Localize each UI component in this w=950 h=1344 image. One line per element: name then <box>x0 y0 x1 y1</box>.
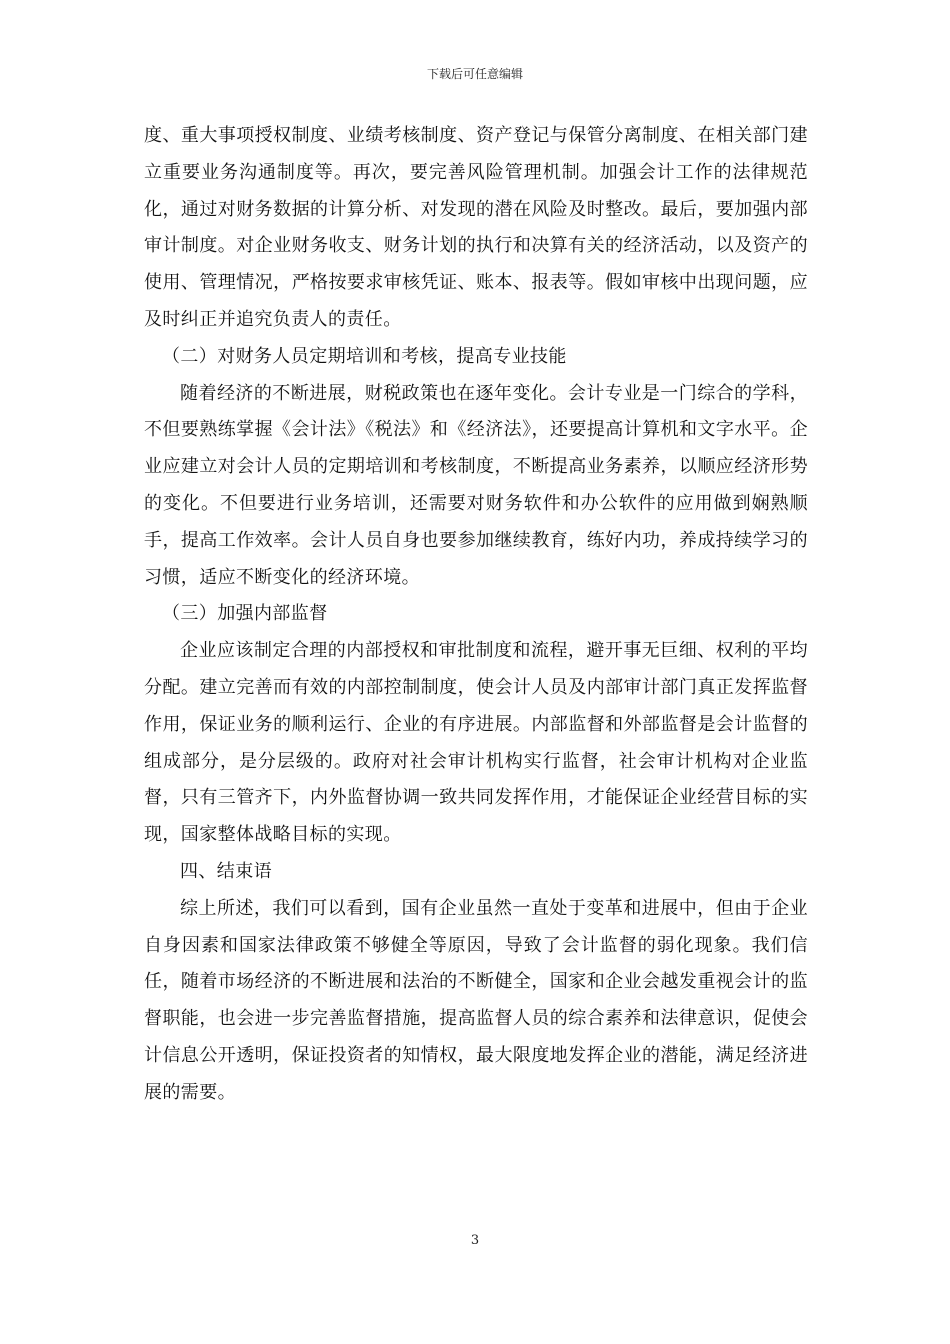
document-body <box>144 118 808 1112</box>
paragraph-conclusion: 综上所述，我们可以看到，国有企业虽然一直处于变革和进展中，但由于企业自身因素和国家法律政策不够健全等原因，导致了会计监督的弱化现象。我们信任，随着市场经济的不断进展和法治的不断健全，国家和企业会越发重视会计的监督职能，也会进一步完善监督措施，提高监督人员的综合素养和法律意识，促使会计信息公开透明，保证投资者的知情权，最大限度地发挥企业的潜能，满足经济进展的需要。 <box>144 897 808 1103</box>
section-heading-training: （二）对财务人员定期培训和考核，提高专业技能 <box>162 345 567 367</box>
page-number: 3 <box>470 1233 480 1248</box>
section-heading-supervision: （三）加强内部监督 <box>162 603 328 625</box>
paragraph-continuation: 度、重大事项授权制度、业绩考核制度、资产登记与保管分离制度、在相关部门建立重要业务沟通制度等。再次，要完善风险管理机制。加强会计工作的法律规范化，通过对财务数据的计算分析、对发现的潜在风险及时整改。最后，要加强内部审计制度。对企业财务收支、财务计划的执行和决算有关的经济活动，以及资产的使用、管理情况，严格按要求审核凭证、账本、报表等。假如审核中出现问题，应及时纠正并追究负责人的责任。 <box>144 125 808 330</box>
paragraph-training: 随着经济的不断进展，财税政策也在逐年变化。会计专业是一门综合的学科，不但要熟练掌握《会计法》《税法》和《经济法》，还要提高计算机和文字水平。企业应建立对会计人员的定期培训和考核制度，不断提高业务素养，以顺应经济形势的变化。不但要进行业务培训，还需要对财务软件和办公软件的应用做到娴熟顺手，提高工作效率。会计人员自身也要参加继续教育，练好内功，养成持续学习的习惯，适应不断变化的经济环境。 <box>144 382 808 588</box>
paragraph-supervision: 企业应该制定合理的内部授权和审批制度和流程，避开事无巨细、权利的平均分配。建立完善而有效的内部控制制度，使会计人员及内部审计部门真正发挥监督作用，保证业务的顺利运行、企业的有序进展。内部监督和外部监督是会计监督的组成部分，是分层级的。政府对社会审计机构实行监督，社会审计机构对企业监督，只有三管齐下，内外监督协调一致共同发挥作用，才能保证企业经营目标的实现，国家整体战略目标的实现。 <box>144 640 808 846</box>
page-header: 下载后可任意编辑 <box>426 67 523 81</box>
section-heading-conclusion: 四、结束语 <box>180 860 272 882</box>
